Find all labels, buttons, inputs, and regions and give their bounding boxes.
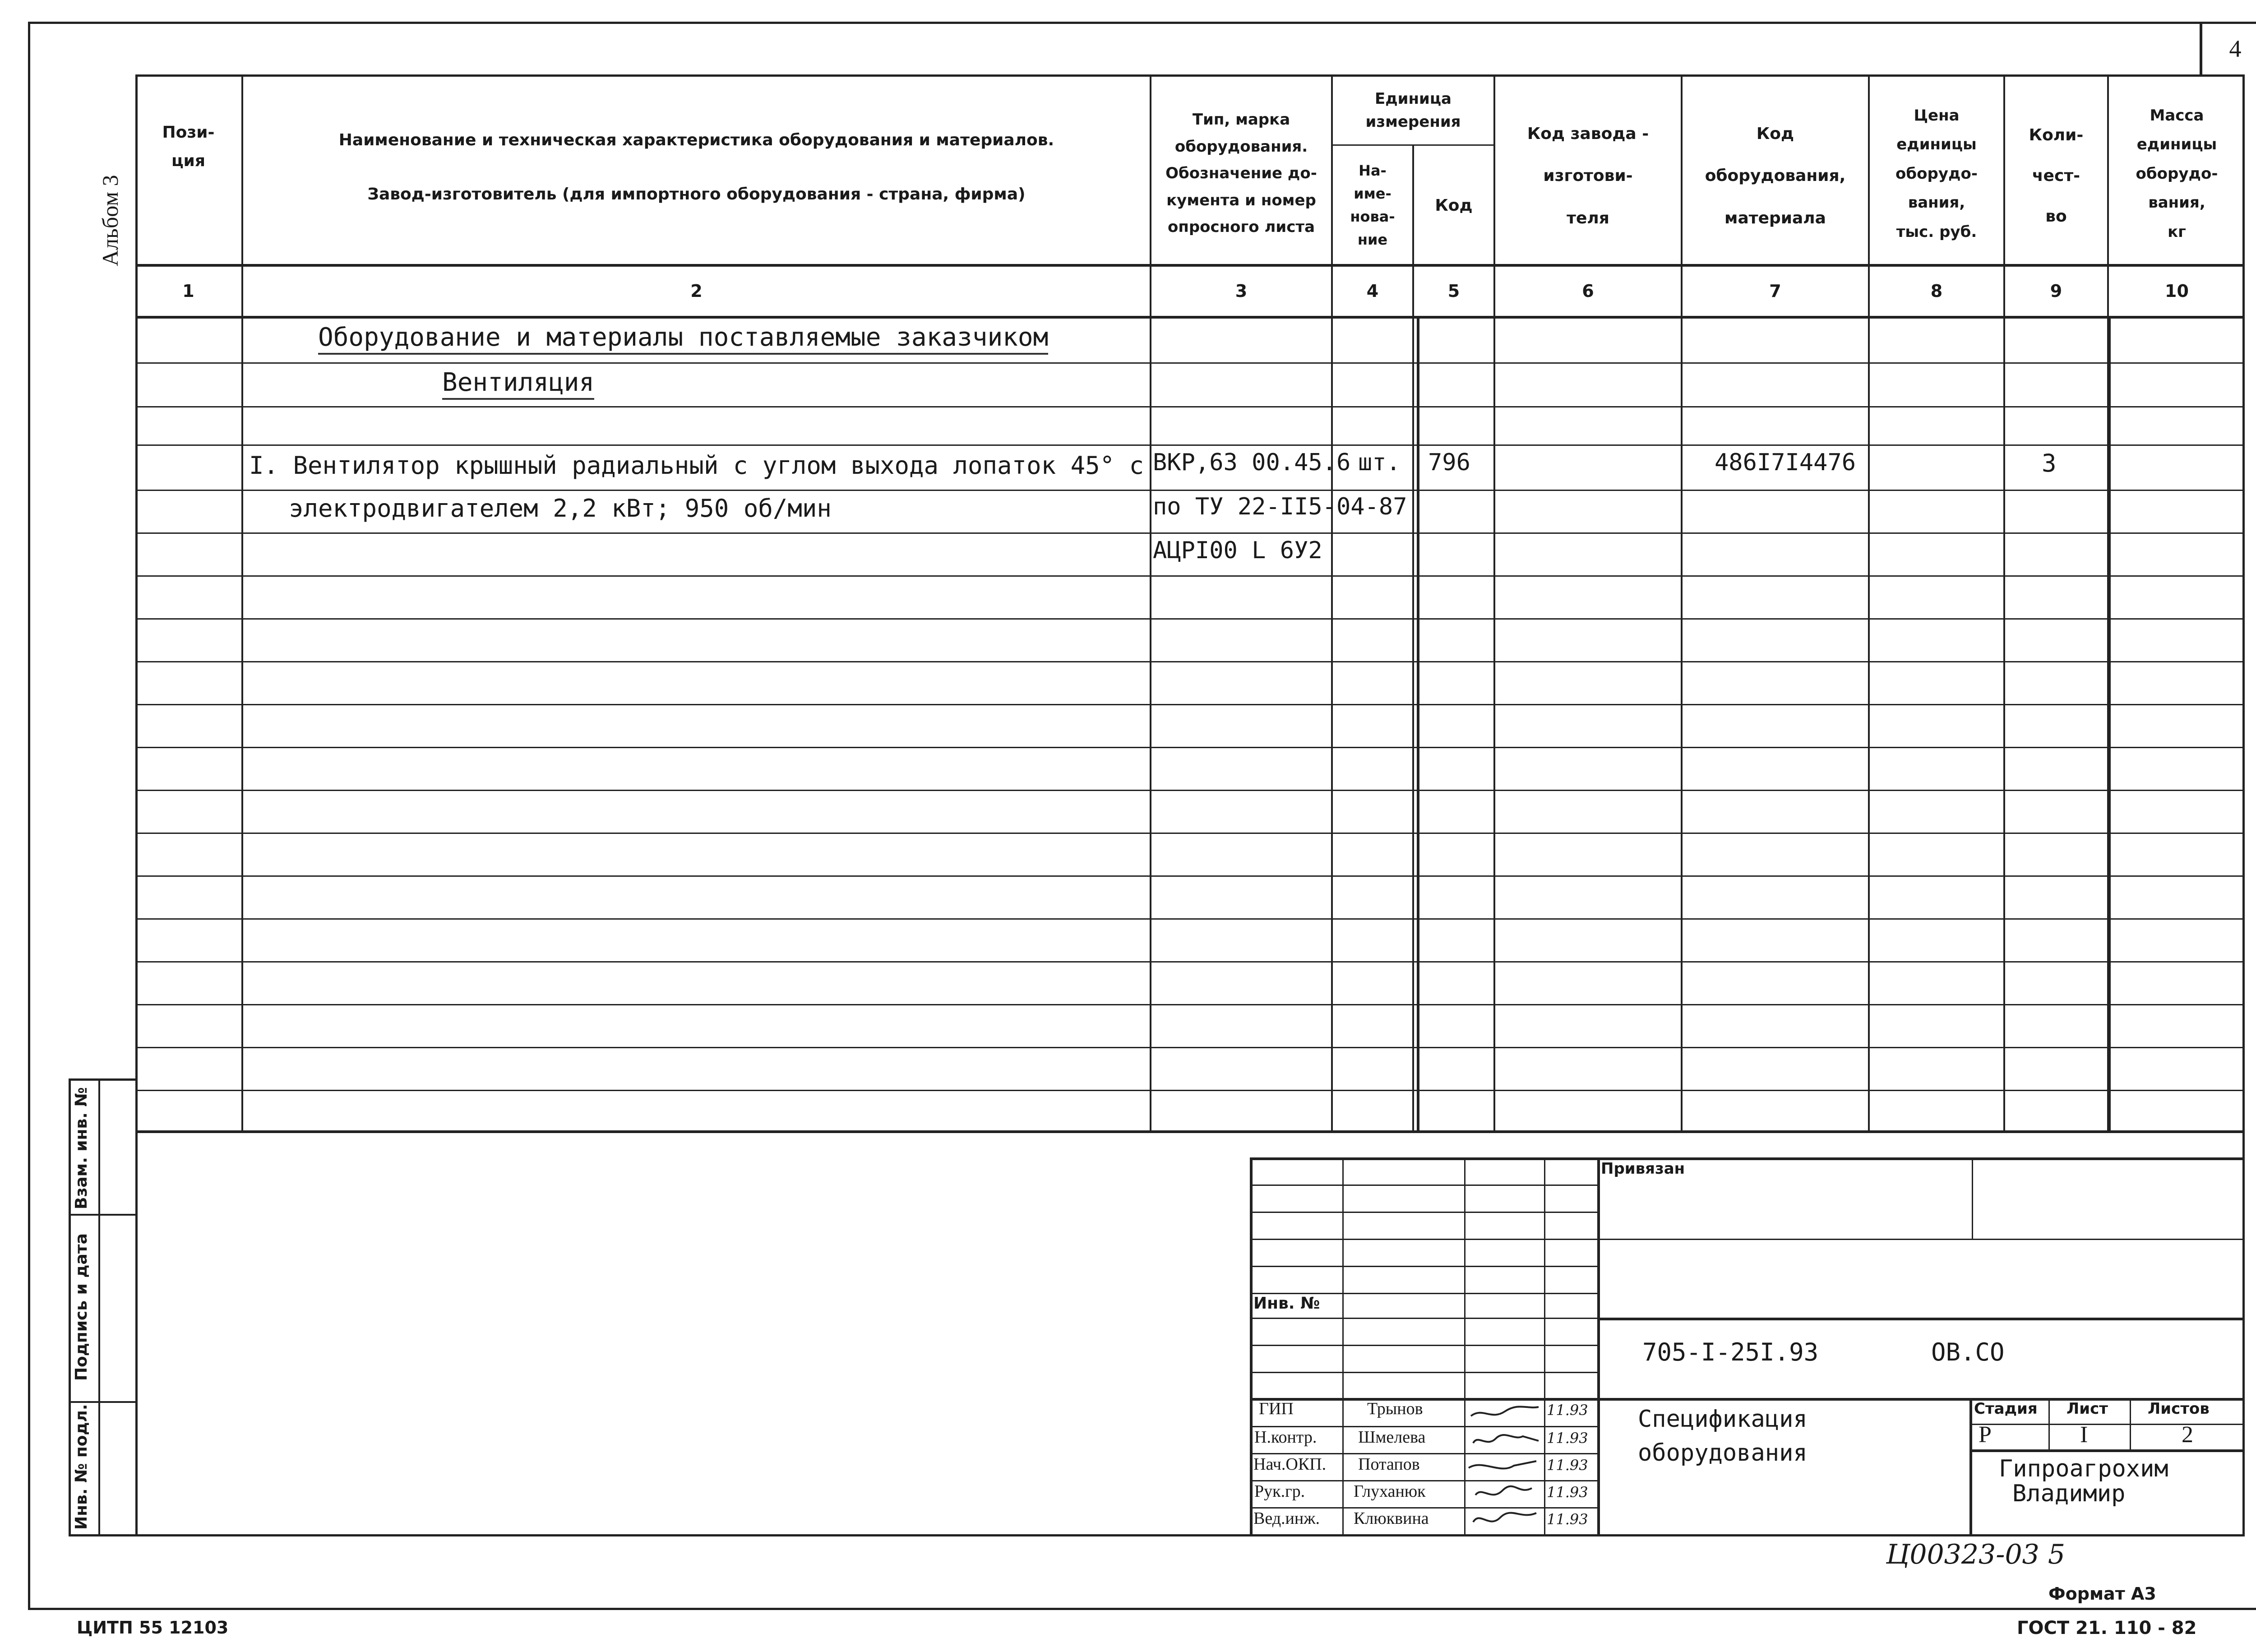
organization-line2: Владимир [2012, 1480, 2126, 1507]
sheet-label: Лист [2066, 1400, 2108, 1418]
organization-line1: Гипроагрохим [1999, 1455, 2168, 1482]
subsection-title: Вентиляция [442, 368, 594, 400]
header-name-line2: Завод-изготовитель (для импортного оборудования - страна, фирма) [367, 185, 1026, 204]
citp-label: ЦИТП 55 12103 [77, 1618, 229, 1638]
col-number: 5 [1447, 281, 1460, 301]
signature-date: 11.93 [1547, 1457, 1588, 1474]
vzam-inv-label: Взам. инв. № [72, 1087, 91, 1209]
signature-role: Нач.ОКП. [1253, 1455, 1327, 1474]
signature-name: Шмелева [1358, 1428, 1426, 1447]
signature-name: Трынов [1367, 1399, 1423, 1418]
stage-label: Стадия [1974, 1400, 2038, 1418]
item-unit-code: 796 [1428, 449, 1470, 476]
inv-orig-label: Инв. № подл. [72, 1404, 91, 1530]
signature-scribbles [1464, 1398, 1544, 1536]
sheet-corner-number: 4 [2229, 35, 2242, 62]
signature-name: Глуханюк [1354, 1482, 1426, 1501]
item-type-line1: ВКР,63 00.45.6 [1153, 449, 1351, 476]
document-code: 705-I-25I.93 [1642, 1338, 1819, 1366]
signature-date: 11.93 [1547, 1402, 1588, 1419]
col-number: 1 [182, 281, 194, 301]
gost-label: ГОСТ 21. 110 - 82 [2017, 1618, 2197, 1638]
signature-date: 11.93 [1547, 1511, 1588, 1528]
signature-role: Вед.инж. [1253, 1509, 1320, 1528]
header-position: Пози- ция [162, 123, 215, 170]
header-mass: Масса единицы оборудо- вания, кг [2136, 106, 2218, 241]
item-quantity: 3 [2042, 449, 2057, 477]
sign-date-label: Подпись и дата [72, 1233, 91, 1381]
item-unit: шт. [1358, 449, 1401, 476]
col-number: 2 [690, 281, 703, 301]
col-number: 10 [2165, 281, 2189, 301]
header-quantity: Коли- чест- во [2029, 126, 2084, 226]
item-equipment-code: 486I7I4476 [1715, 449, 1856, 476]
col-number: 7 [1769, 281, 1781, 301]
header-name-line1: Наименование и техническая характеристика оборудования и материалов. [338, 130, 1054, 149]
item-name-line2: электродвигателем 2,2 кВт; 950 об/мин [289, 494, 832, 523]
item-name-line1: I. Вентилятор крышный радиальный с углом выхода лопаток 45° с [249, 451, 1144, 480]
inv-no-label: Инв. № [1253, 1294, 1320, 1313]
item-type-line3: АЦРI00 L 6У2 [1153, 537, 1322, 564]
sheets-value: 2 [2182, 1422, 2193, 1448]
section-title: Оборудование и материалы поставляемые заказчиком [318, 323, 1048, 355]
col-number: 6 [1582, 281, 1594, 301]
document-mark: ОВ.СО [1931, 1338, 2005, 1366]
header-unit-name: На- име- нова- ние [1350, 162, 1395, 249]
header-unit-group: Единица измерения [1365, 90, 1461, 131]
signature-date: 11.93 [1547, 1430, 1588, 1447]
format-label: Формат А3 [2048, 1584, 2156, 1604]
header-equipment-code: Код оборудования, материала [1705, 124, 1846, 227]
col-number: 8 [1930, 281, 1943, 301]
signature-role: Н.контр. [1254, 1428, 1317, 1447]
header-price: Цена единицы оборудо- вания, тыс. руб. [1895, 106, 1978, 241]
header-unit-code: Код [1435, 196, 1473, 215]
header-type: Тип, марка оборудования. Обозначение до- кумента и номер опросного листа [1165, 111, 1317, 236]
privyazan-label: Привязан [1601, 1160, 1685, 1178]
signature-role: ГИП [1259, 1399, 1294, 1418]
col-number: 4 [1366, 281, 1379, 301]
signature-role: Рук.гр. [1254, 1482, 1305, 1501]
col-number: 3 [1235, 281, 1248, 301]
sheets-label: Листов [2148, 1400, 2210, 1418]
signature-date: 11.93 [1547, 1484, 1588, 1501]
item-type-line2: по ТУ 22-II5-04-87 [1153, 493, 1407, 520]
document-title-line2: оборудования [1638, 1439, 1808, 1467]
signature-name: Клюквина [1354, 1509, 1429, 1528]
album-label: Альбом 3 [97, 175, 123, 266]
handwritten-number: Ц00323-03 5 [1886, 1539, 2066, 1570]
signature-name: Потапов [1358, 1455, 1420, 1474]
stage-value: Р [1979, 1422, 1992, 1448]
sheet-value: I [2080, 1422, 2088, 1448]
document-title-line1: Спецификация [1638, 1406, 1808, 1433]
col-number: 9 [2050, 281, 2062, 301]
header-factory-code: Код завода - изготови- теля [1527, 124, 1649, 227]
